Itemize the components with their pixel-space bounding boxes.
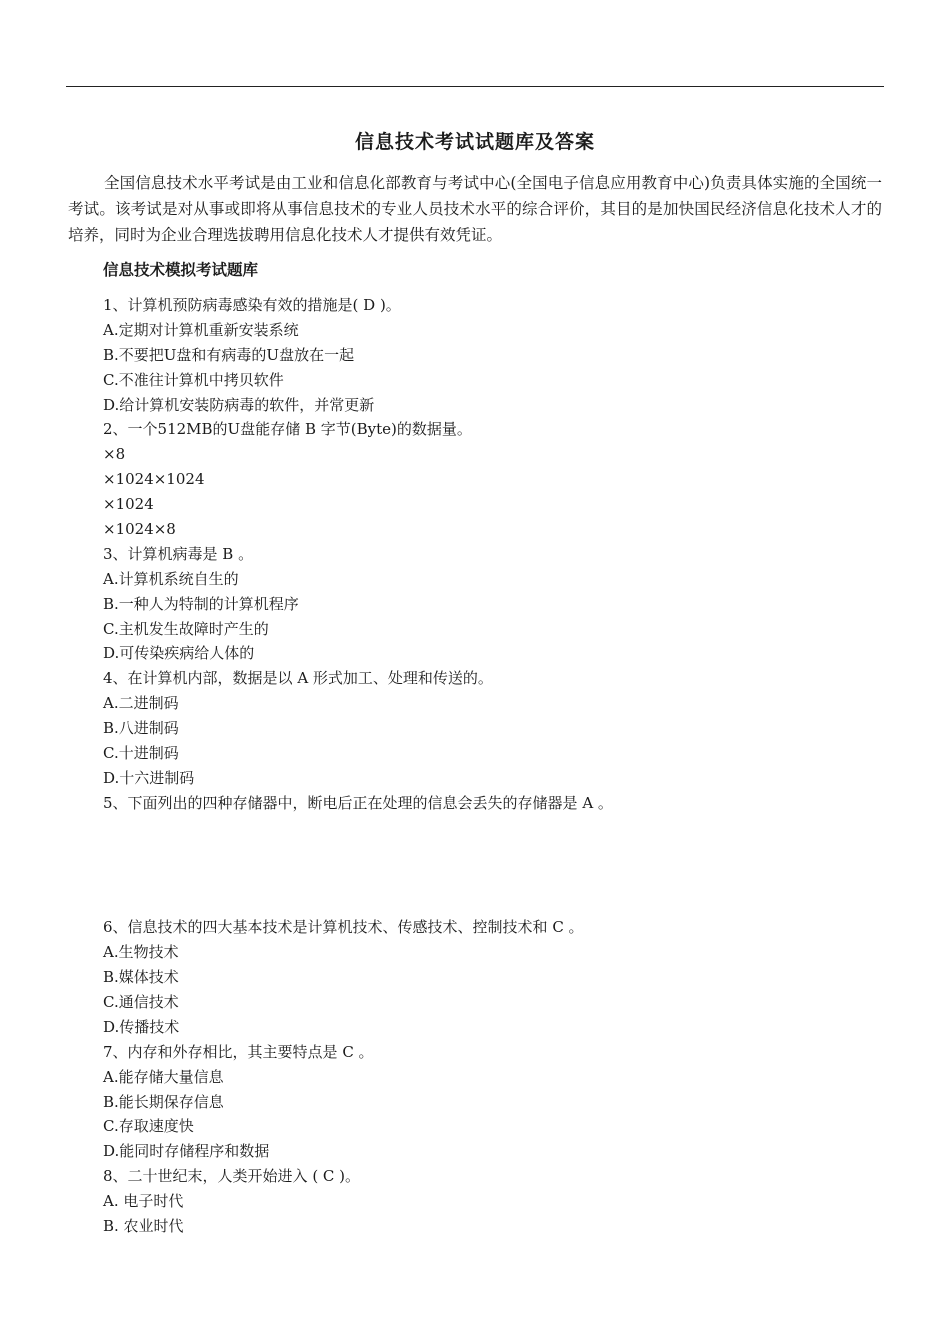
- question-line: B.不要把U盘和有病毒的U盘放在一起: [103, 345, 355, 364]
- question-line: A.能存储大量信息: [103, 1067, 224, 1086]
- question-line: D.可传染疾病给人体的: [103, 644, 255, 663]
- question-line: 1、计算机预防病毒感染有效的措施是( D )。: [103, 296, 401, 314]
- question-block-part1: [103, 293, 883, 816]
- question-line: 3、计算机病毒是 B 。: [103, 544, 254, 563]
- question-line: 8、二十世纪末，人类开始进入 ( C )。: [103, 1167, 361, 1186]
- question-line: D.给计算机安装防病毒的软件，并常更新: [103, 395, 375, 414]
- question-line: A.生物技术: [103, 943, 179, 962]
- question-line: ×1024: [103, 495, 154, 514]
- question-line: A.定期对计算机重新安装系统: [103, 320, 299, 339]
- question-line: D.能同时存储程序和数据: [103, 1142, 270, 1161]
- question-line: A.二进制码: [103, 694, 179, 713]
- question-line: A.计算机系统自生的: [103, 569, 239, 588]
- intro-paragraph: 全国信息技术水平考试是由工业和信息化部教育与考试中心(全国电子信息应用教育中心)负责具体实施的全国统一考试。该考试是对从事或即将从事信息技术的专业人员技术水平的综合评价，其目的是加快国民经济信息化技术人才的培养，同时为企业合理选拔聘用信息化技术人才提供有效凭证。: [68, 174, 882, 244]
- document-title: 信息技术考试试题库及答案: [354, 130, 595, 153]
- question-line: C.存取速度快: [103, 1117, 194, 1136]
- question-line: C.通信技术: [103, 992, 179, 1011]
- question-line: B. 农业时代: [103, 1216, 184, 1235]
- question-block-part2: [103, 915, 883, 1239]
- question-line: C.十进制码: [103, 744, 179, 763]
- question-line: 2、一个512MB的U盘能存储 B 字节(Byte)的数据量。: [103, 420, 472, 439]
- question-line: 6、信息技术的四大基本技术是计算机技术、传感技术、控制技术和 C 。: [103, 918, 584, 937]
- question-line: B.一种人为特制的计算机程序: [103, 594, 299, 613]
- question-line: 5、下面列出的四种存储器中，断电后正在处理的信息会丢失的存储器是 A 。: [103, 793, 613, 812]
- question-line: B.能长期保存信息: [103, 1092, 224, 1111]
- question-line: D.传播技术: [103, 1017, 180, 1036]
- question-line: B.八进制码: [103, 719, 179, 738]
- section-heading: 信息技术模拟考试题库: [103, 261, 259, 279]
- question-line: B.媒体技术: [103, 968, 179, 987]
- blank-gap: [103, 816, 883, 916]
- question-line: 4、在计算机内部，数据是以 A 形式加工、处理和传送的。: [103, 669, 493, 688]
- question-line: A. 电子时代: [103, 1192, 184, 1211]
- question-line: ×8: [103, 445, 126, 464]
- header-rule: [66, 86, 884, 87]
- question-line: ×1024×8: [103, 520, 176, 539]
- question-list: [103, 293, 883, 1239]
- question-line: 7、内存和外存相比，其主要特点是 C 。: [103, 1042, 374, 1061]
- question-line: C.不准往计算机中拷贝软件: [103, 370, 284, 389]
- question-line: D.十六进制码: [103, 768, 195, 787]
- question-line: C.主机发生故障时产生的: [103, 619, 269, 638]
- question-line: ×1024×1024: [103, 470, 205, 489]
